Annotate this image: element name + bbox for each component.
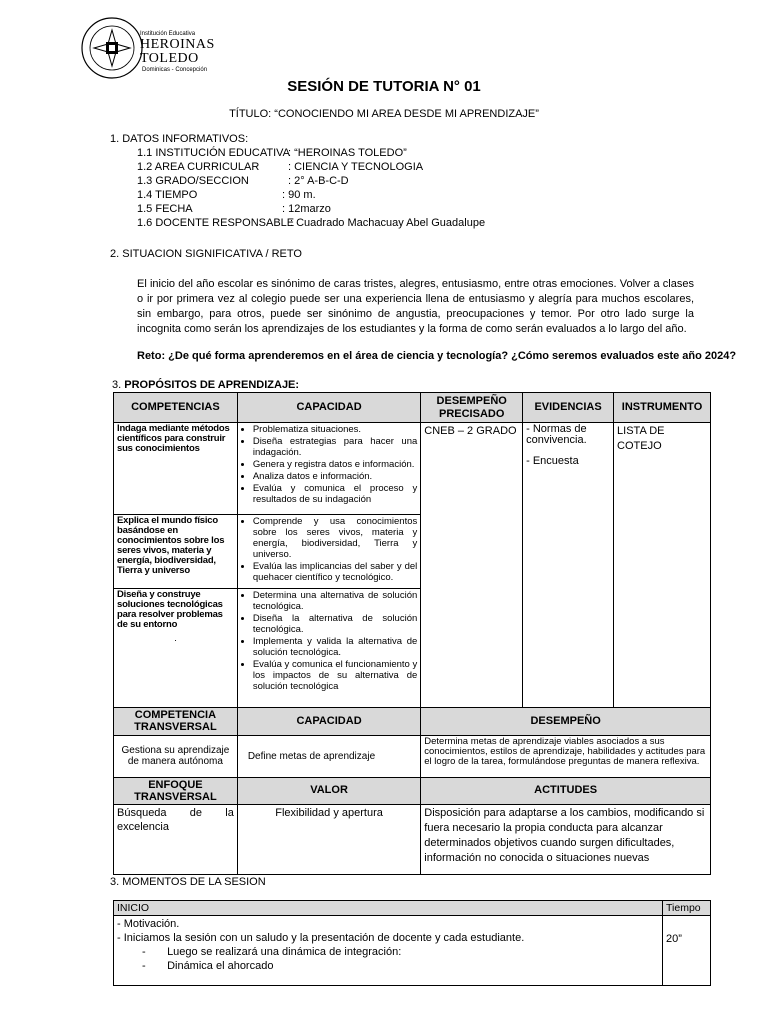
- momento-line: - Motivación.: [117, 918, 180, 930]
- inicio-content: [114, 916, 663, 986]
- datos-item: [137, 161, 424, 175]
- header-actitudes: ACTITUDES: [421, 777, 711, 804]
- propositos-table: [113, 392, 711, 875]
- momento-sub-line: - Dinámica el ahorcado: [142, 960, 274, 972]
- logo-name-line2: TOLEDO: [140, 51, 199, 66]
- competencia-disena: [114, 589, 238, 707]
- datos-item: [137, 175, 349, 189]
- capacidad-item: • Evalúa y comunica el funcionamiento y los impactos de su alternativa de solución tecnológica: [253, 659, 417, 692]
- datos-value: : Cuadrado Machacuay Abel Guadalupe: [290, 217, 486, 229]
- capacidad-item: • Diseña la alternativa de solución tecnológica.: [253, 613, 417, 635]
- datos-label: 1.4 TIEMPO: [137, 189, 198, 201]
- header-enfoque: ENFOQUE TRANSVERSAL: [114, 777, 238, 804]
- datos-value: : 2° A-B-C-D: [288, 175, 349, 187]
- header-desempeno: DESEMPEÑO PRECISADO: [421, 393, 523, 423]
- datos-label: 1.3 GRADO/SECCION: [137, 175, 249, 187]
- stray-dot: .: [174, 633, 177, 645]
- capacidades-cell: [237, 589, 420, 707]
- capacidades-cell: [237, 423, 420, 515]
- competencia-indaga: Indaga mediante métodos científicos para construir sus conocimientos: [114, 423, 238, 515]
- momento-line: - Iniciamos la sesión con un saludo y la presentación de docente y cada estudiante.: [117, 932, 525, 944]
- evidencias-cell: [523, 423, 614, 708]
- desempeno-cell: CNEB – 2 GRADO: [421, 423, 523, 708]
- momento-sub-text: Dinámica el ahorcado: [167, 960, 274, 972]
- instrumento-cell: LISTA DE COTEJO: [614, 423, 711, 708]
- table-row: [114, 916, 711, 986]
- header-valor: VALOR: [237, 777, 420, 804]
- datos-value: : CIENCIA Y TECNOLOGIA: [288, 161, 424, 173]
- tiempo-value: 20”: [663, 916, 711, 986]
- desempeno-transversal: Determina metas de aprendizaje viables asociados a sus conocimientos, estilos de aprendizaje, habilidades y actitudes para el logro de la tarea, formulándose preguntas de manera reflexiva.: [421, 735, 711, 777]
- header-desempeno-transversal: DESEMPEÑO: [421, 707, 711, 735]
- datos-item: [137, 189, 316, 203]
- momentos-table: [113, 900, 711, 986]
- capacidades-cell: [237, 515, 420, 589]
- header-capacidad: CAPACIDAD: [237, 393, 420, 423]
- table-row: [114, 804, 711, 874]
- propositos-header-row: [114, 393, 711, 423]
- capacidad-item: • Evalúa las implicancias del saber y del quehacer científico y tecnológico.: [253, 561, 417, 583]
- datos-value: : 90 m.: [282, 189, 316, 201]
- transversal-header-row: [114, 707, 711, 735]
- capacidad-transversal: Define metas de aprendizaje: [237, 735, 420, 777]
- datos-label: 1.5 FECHA: [137, 203, 193, 215]
- enfoque-cell: Búsqueda de la excelencia: [114, 804, 238, 874]
- datos-item: [137, 217, 486, 231]
- header-evidencias: EVIDENCIAS: [523, 393, 614, 423]
- logo-name-line1: HEROINAS: [140, 37, 215, 52]
- competencia-transversal: Gestiona su aprendizaje de manera autónoma: [114, 735, 238, 777]
- competencia-explica: Explica el mundo físico basándose en conocimientos sobre los seres vivos, materia y energía, biodiversidad, Tierra y universo: [114, 515, 238, 589]
- school-logo: [80, 16, 280, 82]
- momentos-header-row: [114, 901, 711, 916]
- propositos-heading: [112, 379, 299, 392]
- header-capacidad-transversal: CAPACIDAD: [237, 707, 420, 735]
- page-subtitle: TÍTULO: “CONOCIENDO MI AREA DESDE MI APRENDIZAJE”: [229, 108, 539, 120]
- datos-item: [137, 147, 407, 161]
- tiempo-label: Tiempo: [663, 901, 711, 916]
- capacidad-item: • Determina una alternativa de solución tecnológica.: [253, 590, 417, 612]
- logo-small-label: Institución Educativa: [140, 31, 196, 37]
- actitudes-cell: Disposición para adaptarse a los cambios, modificando si fuera necesario la propia conducta para alcanzar determinados objetivos cuando surgen dificultades, información no conocida o situaciones nuevas: [421, 804, 711, 874]
- header-competencias: COMPETENCIAS: [114, 393, 238, 423]
- capacidad-item: • Problematiza situaciones.: [253, 424, 417, 435]
- datos-value: : 12marzo: [282, 203, 331, 215]
- header-instrumento: INSTRUMENTO: [614, 393, 711, 423]
- school-seal-icon: [80, 16, 144, 80]
- capacidad-item: • Diseña estrategias para hacer una indagación.: [253, 436, 417, 458]
- propositos-heading-text: PROPÓSITOS DE APRENDIZAJE:: [124, 379, 300, 391]
- header-competencia-transversal: COMPETENCIA TRANSVERSAL: [114, 707, 238, 735]
- inicio-label: INICIO: [114, 901, 663, 916]
- page-title: SESIÓN DE TUTORIA N° 01: [287, 78, 481, 95]
- datos-label: 1.6 DOCENTE RESPONSABLE: [137, 217, 295, 229]
- logo-location: Dominicas - Concepción: [142, 67, 208, 73]
- enfoque-header-row: [114, 777, 711, 804]
- situacion-heading: 2. SITUACION SIGNIFICATIVA / RETO: [110, 248, 302, 260]
- datos-heading: 1. DATOS INFORMATIVOS:: [110, 133, 249, 145]
- momentos-heading: 3. MOMENTOS DE LA SESION: [110, 876, 266, 888]
- capacidad-item: • Implementa y valida la alternativa de solución tecnológica.: [253, 636, 417, 658]
- reto-text: Reto: ¿De qué forma aprenderemos en el área de ciencia y tecnología? ¿Cómo seremos evaluados este año 2024?: [137, 350, 737, 362]
- capacidad-item: • Analiza datos e información.: [253, 471, 417, 482]
- table-row: [114, 735, 711, 777]
- datos-label: 1.2 AREA CURRICULAR: [137, 161, 260, 173]
- propositos-heading-num: 3.: [112, 379, 122, 391]
- valor-cell: Flexibilidad y apertura: [237, 804, 420, 874]
- momento-sub-text: Luego se realizará una dinámica de integración:: [167, 946, 402, 958]
- situacion-paragraph: El inicio del año escolar es sinónimo de caras tristes, alegres, entusiasmo, entre otras emociones. Volver a clases o ir por primera vez al colegio puede ser una experiencia llena de entusiasmo y alegría para muchos escolares, sin embargo, para otros, puede ser sinónimo de angustia, preocupaciones y temor. Por otro lado surge la incognita como serán los aprendizajes de los estudiantes y la forma de como serán evaluados a lo largo del año.: [137, 278, 694, 335]
- evidencia-item: - Encuesta: [526, 455, 579, 468]
- table-row: [114, 423, 711, 515]
- datos-item: [137, 203, 331, 217]
- datos-value: : “HEROINAS TOLEDO”: [288, 147, 407, 159]
- competencia-disena-text: Diseña y construye soluciones tecnológicas para resolver problemas de su entorno: [117, 589, 223, 631]
- datos-label: 1.1 INSTITUCIÓN EDUCATIVA: [137, 147, 291, 159]
- capacidad-item: • Evalúa y comunica el proceso y resultados de su indagación: [253, 483, 417, 505]
- capacidad-item: • Comprende y usa conocimientos sobre los seres vivos, materia y energía, biodiversidad, Tierra y universo.: [253, 516, 417, 560]
- capacidad-item: • Genera y registra datos e información.: [253, 459, 417, 470]
- momento-sub-line: - Luego se realizará una dinámica de integración:: [142, 946, 402, 958]
- datos-list: [137, 147, 486, 231]
- evidencia-item: - Normas de convivencia.: [526, 423, 587, 447]
